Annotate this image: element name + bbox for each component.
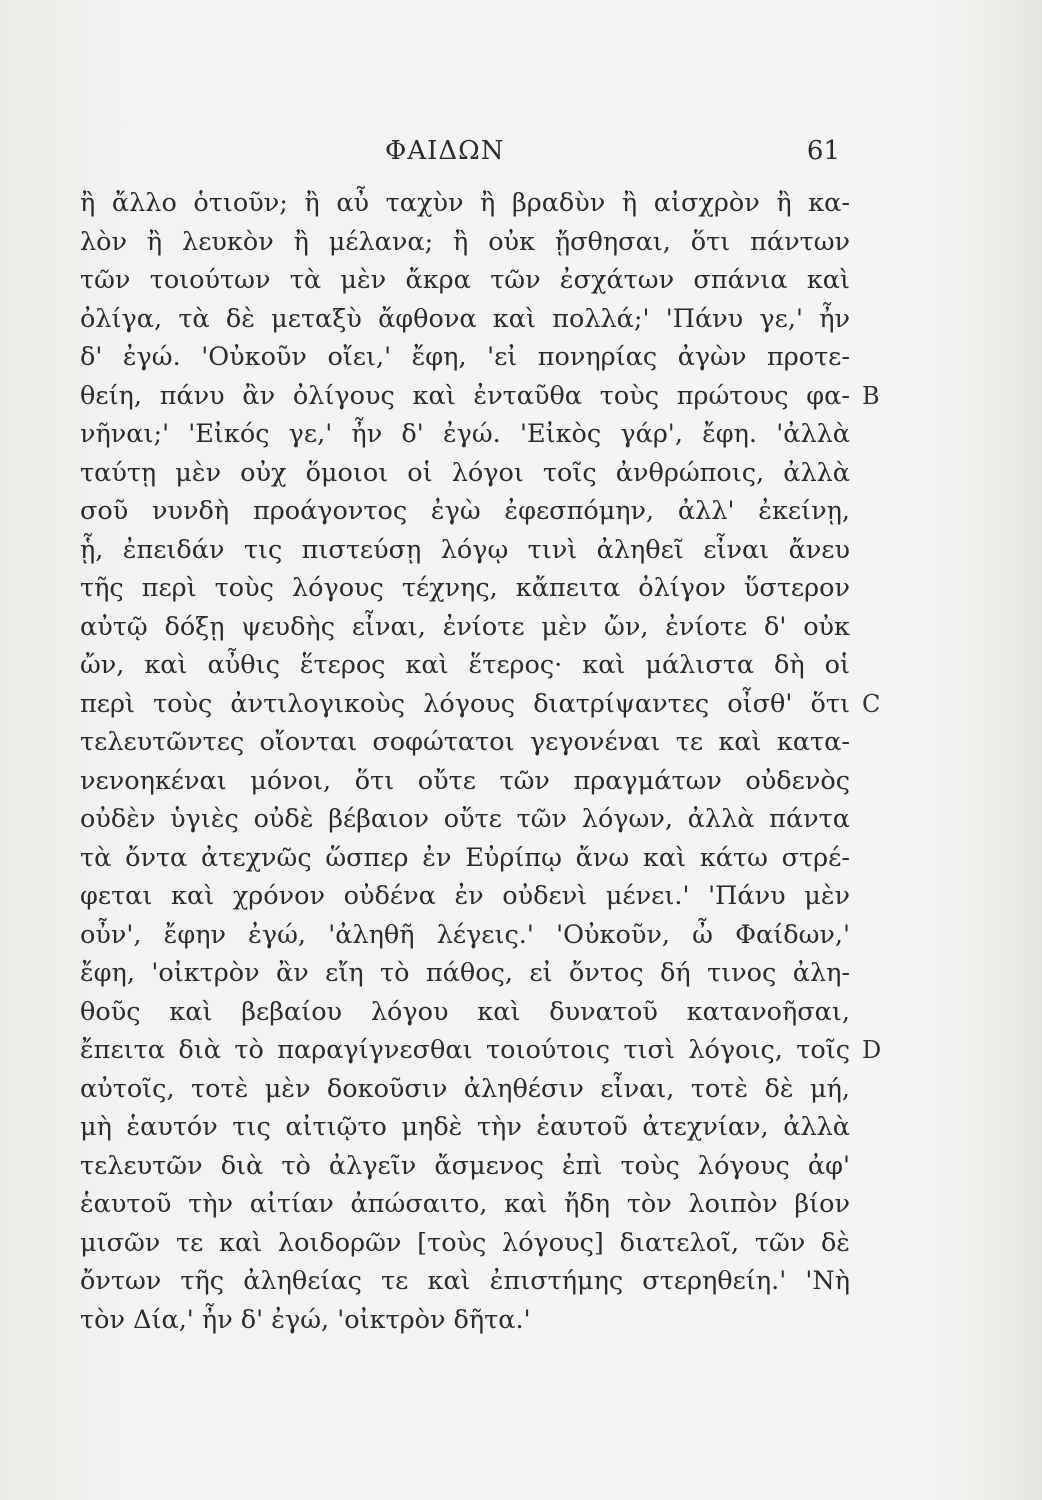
text-line-content: μισῶν τε καὶ λοιδορῶν [τοὺς λόγους] διατελοῖ, τῶν δὲ: [80, 1227, 850, 1258]
text-line-content: τῶν τοιούτων τὰ μὲν ἄκρα τῶν ἐσχάτων σπάνια καὶ: [80, 265, 850, 295]
text-line: [80, 261, 850, 300]
text-line: [80, 184, 850, 223]
text-line: [80, 762, 850, 801]
text-line-content: οὐδὲν ὑγιὲς οὐδὲ βέβαιον οὔτε τῶν λόγων, ἀλλὰ πάντα: [80, 804, 850, 834]
text-line: [80, 338, 850, 377]
stephanus-marker: B: [862, 381, 880, 410]
running-head: [80, 136, 840, 176]
text-line-content: τὸν Δία,' ἦν δ' ἐγώ, 'οἰκτρὸν δῆτα.': [80, 1304, 531, 1335]
text-line-content: λὸν ἢ λευκὸν ἢ μέλανα; ἢ οὐκ ᾔσθησαι, ὅτι πάντων: [80, 226, 850, 257]
text-line-content: μὴ ἑαυτόν τις αἰτιῷτο μηδὲ τὴν ἑαυτοῦ ἀτεχνίαν, ἀλλὰ: [80, 1112, 850, 1142]
text-line: [80, 223, 850, 262]
text-line-content: ὄντων τῆς ἀληθείας τε καὶ ἐπιστήμης στερηθείη.' 'Νὴ: [80, 1266, 850, 1296]
text-line-content: τῆς περὶ τοὺς λόγους τέχνης, κἄπειτα ὀλίγον ὕστερον: [80, 573, 850, 603]
text-line-content: ταύτῃ μὲν οὐχ ὅμοιοι οἱ λόγοι τοῖς ἀνθρώποις, ἀλλὰ: [80, 457, 850, 488]
text-line: [80, 492, 850, 531]
text-line: [80, 569, 850, 608]
text-line-content: αὐτῷ δόξῃ ψευδὴς εἶναι, ἐνίοτε μὲν ὤν, ἐνίοτε δ' οὐκ: [80, 611, 850, 642]
greek-text-body: [80, 184, 882, 1339]
text-line: [80, 877, 850, 916]
text-line-content: νῆναι;' 'Εἰκός γε,' ἦν δ' ἐγώ. 'Εἰκὸς γάρ', ἔφη. 'ἀλλὰ: [80, 419, 850, 449]
text-line-content: οὖν', ἔφην ἐγώ, 'ἀληθῆ λέγεις.' 'Οὐκοῦν, ὦ Φαίδων,': [80, 919, 850, 950]
text-line: [80, 723, 850, 762]
text-line: [80, 1108, 850, 1147]
text-line: [80, 415, 850, 454]
text-line: [80, 1185, 850, 1224]
text-line: [80, 800, 850, 839]
text-line: [80, 531, 850, 570]
text-line-content: θοῦς καὶ βεβαίου λόγου καὶ δυνατοῦ κατανοῆσαι,: [80, 996, 850, 1027]
text-line-content: ἑαυτοῦ τὴν αἰτίαν ἀπώσαιτο, καὶ ἤδη τὸν λοιπὸν βίον: [80, 1189, 850, 1219]
text-line: [80, 685, 881, 724]
text-line-content: αὐτοῖς, τοτὲ μὲν δοκοῦσιν ἀληθέσιν εἶναι, τοτὲ δὲ μή,: [80, 1073, 850, 1104]
text-line: [80, 1070, 850, 1109]
text-line-content: θείη, πάνυ ἂν ὀλίγους καὶ ἐνταῦθα τοὺς πρώτους φα-: [80, 380, 850, 411]
text-line: [80, 646, 850, 685]
text-line-content: ἔφη, 'οἰκτρὸν ἂν εἴη τὸ πάθος, εἰ ὄντος δή τινος ἀλη-: [80, 958, 850, 988]
text-line: [80, 1031, 882, 1070]
text-line: [80, 1224, 850, 1263]
text-line-content: τελευτῶν διὰ τὸ ἀλγεῖν ἄσμενος ἐπὶ τοὺς λόγους ἀφ': [80, 1150, 850, 1181]
text-line: [80, 300, 850, 339]
text-line-content: σοῦ νυνδὴ προάγοντος ἐγὼ ἐφεσπόμην, ἀλλ' ἐκείνῃ,: [80, 496, 850, 526]
text-line-content: περὶ τοὺς ἀντιλογικοὺς λόγους διατρίψαντες οἶσθ' ὅτι: [80, 688, 850, 719]
text-line-content: τελευτῶντες οἴονται σοφώτατοι γεγονέναι τε καὶ κατα-: [80, 727, 850, 757]
stephanus-marker: C: [862, 689, 881, 718]
running-title: ΦΑΙΔΩΝ: [385, 136, 505, 166]
text-line-content: ᾗ, ἐπειδάν τις πιστεύσῃ λόγῳ τινὶ ἀληθεῖ εἶναι ἄνευ: [80, 534, 850, 565]
text-line: [80, 954, 850, 993]
page-number: 61: [806, 136, 840, 166]
text-line-content: ἔπειτα διὰ τὸ παραγίγνεσθαι τοιούτοις τισὶ λόγοις, τοῖς: [80, 1035, 850, 1065]
text-line: [80, 1301, 850, 1340]
text-line-content: ὤν, καὶ αὖθις ἕτερος καὶ ἕτερος· καὶ μάλιστα δὴ οἱ: [80, 650, 850, 680]
text-line-content: δ' ἐγώ. 'Οὐκοῦν οἴει,' ἔφη, 'εἰ πονηρίας ἀγὼν προτε-: [80, 342, 850, 372]
text-line-content: ἢ ἄλλο ὁτιοῦν; ἢ αὖ ταχὺν ἢ βραδὺν ἢ αἰσχρὸν ἢ κα-: [80, 188, 850, 218]
text-line: [80, 839, 850, 878]
text-line-content: ὀλίγα, τὰ δὲ μεταξὺ ἄφθονα καὶ πολλά;' 'Πάνυ γε,' ἦν: [80, 303, 850, 334]
text-line-content: νενοηκέναι μόνοι, ὅτι οὔτε τῶν πραγμάτων οὐδενὸς: [80, 765, 850, 796]
text-line: [80, 1262, 850, 1301]
text-line: [80, 993, 850, 1032]
text-line: [80, 377, 880, 416]
text-line: [80, 454, 850, 493]
text-line-content: φεται καὶ χρόνον οὐδένα ἐν οὐδενὶ μένει.' 'Πάνυ μὲν: [80, 881, 850, 911]
text-line: [80, 1147, 850, 1186]
page-edge-shadow: [972, 0, 1042, 1500]
text-line-content: τὰ ὄντα ἀτεχνῶς ὥσπερ ἐν Εὐρίπῳ ἄνω καὶ κάτω στρέ-: [80, 842, 850, 873]
stephanus-marker: D: [862, 1036, 882, 1064]
text-line: [80, 916, 850, 955]
text-line: [80, 608, 850, 647]
